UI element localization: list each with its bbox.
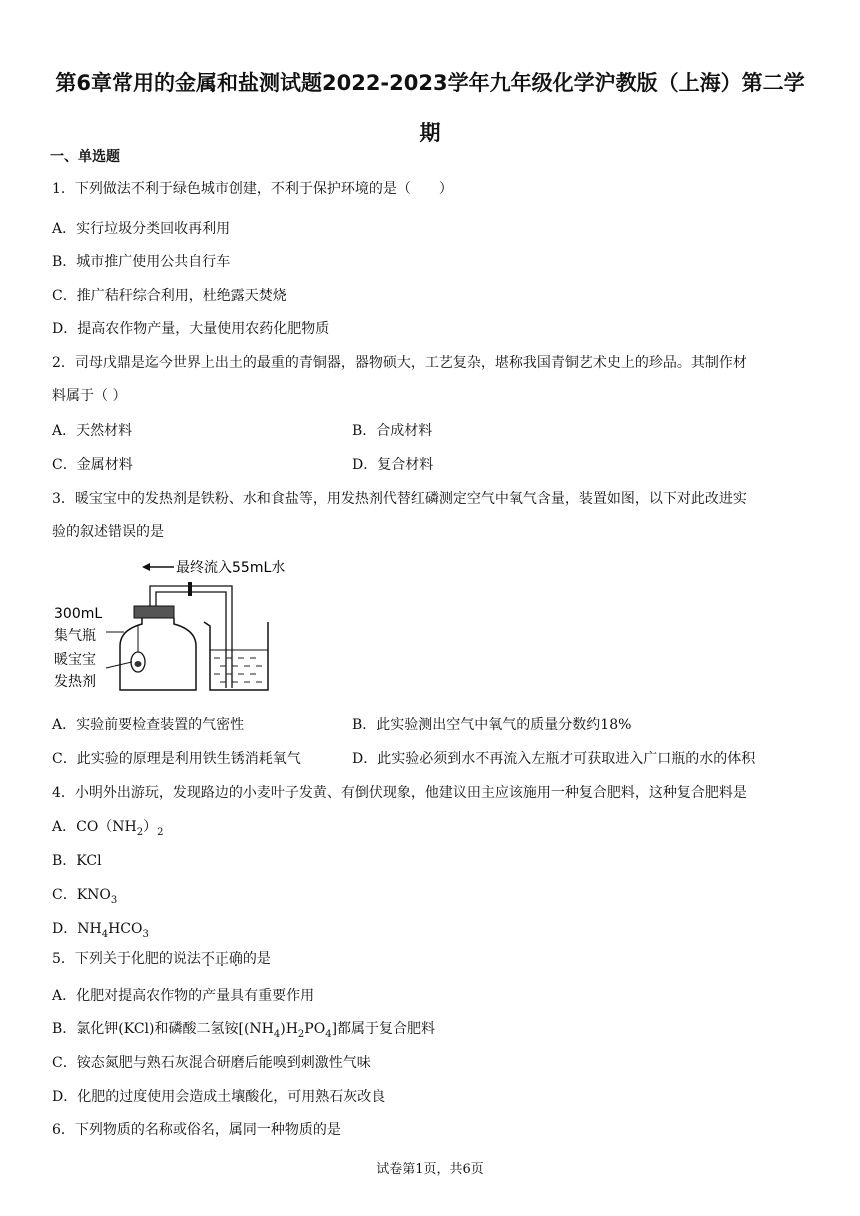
section-heading: 一、单选题 — [50, 149, 120, 165]
q5-option-c: C．铵态氮肥与熟石灰混合研磨后能嗅到刺激性气味 — [52, 1055, 371, 1071]
q6-stem: 6．下列物质的名称或俗名，属同一种物质的是 — [52, 1122, 341, 1138]
q4-stem: 4．小明外出游玩，发现路边的小麦叶子发黄、有倒伏现象，他建议田主应该施用一种复合肥料，这种复合肥料是 — [52, 785, 747, 801]
q1-option-b: B．城市推广使用公共自行车 — [52, 254, 231, 270]
q4-option-c: C．$KNO_3$ — [52, 887, 118, 906]
fig-label-volume: 300mL — [54, 606, 103, 622]
q2-stem-line-1: 2．司母戊鼎是迄今世界上出土的最重的青铜器，器物硕大，工艺复杂，堪称我国青铜艺术史上的珍品。其制作材 — [52, 355, 747, 371]
title-line-1: 第6章常用的金属和盐测试题2022-2023学年九年级化学沪教版（上海）第二学 — [55, 71, 805, 95]
q3-stem-line-1: 3．暖宝宝中的发热剂是铁粉、水和食盐等，用发热剂代替红磷测定空气中氧气含量，装置如图，以下对此改进实 — [52, 491, 747, 507]
q1-option-c: C．推广秸秆综合利用，杜绝露天焚烧 — [52, 288, 287, 304]
q5-option-b: B．氯化钾(KCl)和磷酸二氢铵$[(NH_4)H_2PO_4]$都属于复合肥料 — [52, 1021, 436, 1040]
q5-option-a: A．化肥对提高农作物的产量具有重要作用 — [52, 988, 315, 1004]
q3-option-d: D．此实验必须到水不再流入左瓶才可获取进入广口瓶的水的体积 — [352, 751, 756, 767]
q1-option-d: D．提高农作物产量，大量使用农药化肥物质 — [52, 321, 330, 337]
q2-option-d: D．复合材料 — [352, 457, 434, 473]
q1-stem: 1．下列做法不利于绿色城市创建，不利于保护环境的是（ ） — [52, 181, 453, 197]
page-title — [40, 58, 820, 158]
q2-option-a: A．天然材料 — [52, 423, 133, 439]
q5-option-d: D．化肥的过度使用会造成土壤酸化，可用熟石灰改良 — [52, 1089, 386, 1105]
q4-option-d: D．$NH_4HCO_3$ — [52, 921, 149, 940]
title-line-2: 期 — [419, 121, 441, 145]
q5-stem: 5．下列关于化肥的说法不正确的是 — [52, 951, 271, 967]
q3-stem-line-2: 验的叙述错误的是 — [52, 524, 164, 540]
q3-option-a: A．实验前要检查装置的气密性 — [52, 717, 245, 733]
q3-option-b: B．此实验测出空气中氧气的质量分数约18% — [352, 717, 632, 733]
q4-option-b: B．KCl — [52, 853, 102, 869]
fig-label-bottle: 集气瓶 — [54, 628, 96, 644]
q1-option-a: A．实行垃圾分类回收再利用 — [52, 221, 231, 237]
fig-flow-label: 最终流入55mL水 — [176, 560, 286, 576]
q2-stem-line-2: 料属于（ ） — [52, 388, 127, 404]
page-footer: 试卷第1页，共6页 — [376, 1162, 484, 1177]
q3-option-c: C．此实验的原理是利用铁生锈消耗氧气 — [52, 751, 301, 767]
q2-option-c: C．金属材料 — [52, 457, 133, 473]
q3-apparatus-figure — [50, 550, 290, 700]
fig-label-heatpack: 暖宝宝 — [54, 652, 96, 668]
q4-option-a: A．$CO(NH_2)_2$ — [52, 819, 164, 838]
q2-option-b: B．合成材料 — [352, 423, 433, 439]
fig-label-agent: 发热剂 — [54, 674, 96, 690]
